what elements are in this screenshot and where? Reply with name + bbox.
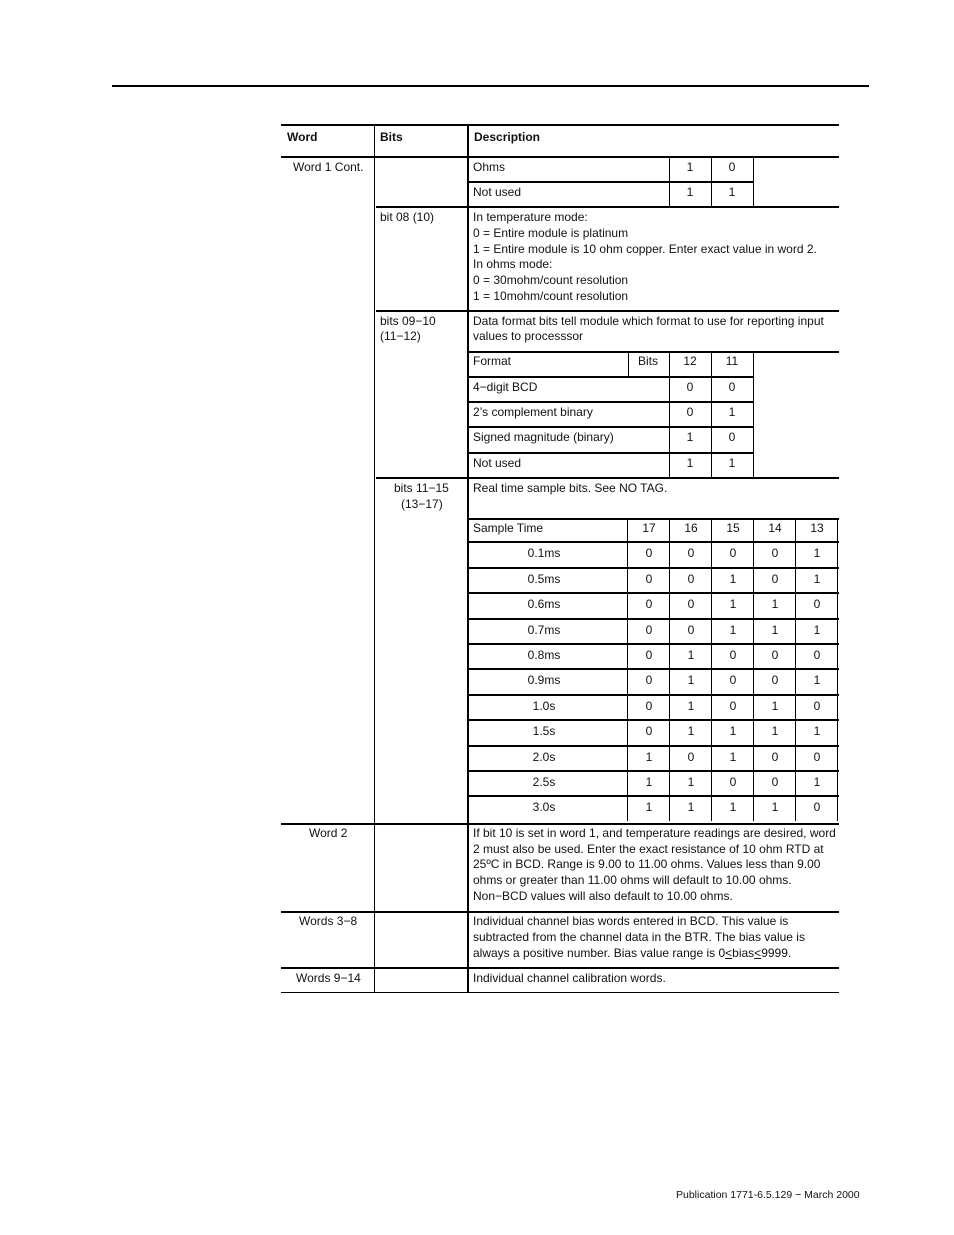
sample-col-divider (669, 519, 670, 821)
sample-row-bit: 1 (687, 775, 695, 789)
sample-row-divider (469, 592, 839, 594)
sample-row-bit: 0 (645, 572, 653, 586)
format-table-top-border (469, 351, 839, 353)
words914-label: Words 9−14 (296, 971, 361, 985)
sample-row-bit: 0 (813, 750, 821, 764)
sample-col-divider (711, 519, 712, 821)
sample-row-bit: 1 (645, 800, 653, 814)
sample-row-bit: 1 (813, 724, 821, 738)
bits1115-top-border (376, 477, 839, 479)
header-description: Description (474, 130, 541, 144)
format-header-bits: Bits (638, 354, 659, 368)
sample-row-time: 2.0s (532, 750, 556, 764)
column-divider-word-bits (374, 124, 375, 993)
sample-row-bit: 1 (729, 572, 737, 586)
sample-row-bit: 0 (771, 775, 779, 789)
sample-row-bit: 1 (813, 623, 821, 637)
sample-row-bit: 0 (729, 775, 737, 789)
sample-row-bit: 0 (645, 623, 653, 637)
sample-row-divider (469, 567, 839, 569)
sample-row-divider (469, 541, 839, 543)
sample-row-divider (469, 668, 839, 670)
sample-row-time: 3.0s (532, 800, 556, 814)
sample-row-bit: 0 (813, 699, 821, 713)
words38-line-1: Individual channel bias words entered in BCD. This value is (473, 914, 789, 928)
sample-row-bit: 1 (813, 572, 821, 586)
sample-row-bit: 0 (771, 546, 779, 560)
sample-col-divider (837, 519, 838, 821)
words38-line-3 (473, 946, 791, 962)
format-row-4-bit11: 1 (728, 456, 736, 470)
format-row-2-label: 2’s complement binary (473, 405, 593, 419)
sample-header-bit: 17 (642, 521, 656, 535)
sample-row-bit: 1 (729, 750, 737, 764)
sample-row-divider (469, 643, 839, 645)
sample-row-divider (469, 745, 839, 747)
bit08-bits: bit 08 (10) (380, 210, 435, 224)
table-bottom-border (281, 992, 839, 993)
words38-line3-start: always a positive number. Bias value range is 0 (473, 946, 726, 960)
bit08-top-border (376, 206, 839, 208)
header-bottom-border (281, 156, 839, 158)
sample-row-bit: 1 (729, 623, 737, 637)
format-row-4-bit12: 1 (686, 456, 694, 470)
word2-label: Word 2 (309, 826, 348, 840)
bit08-line-2: 0 = Entire module is platinum (473, 226, 629, 240)
words38-line3-end: 9999. (761, 946, 792, 960)
word2-line-1: If bit 10 is set in word 1, and temperature readings are desired, word (473, 826, 836, 840)
sample-row-bit: 1 (813, 775, 821, 789)
mode-row-ohms-bit-b: 0 (728, 160, 736, 174)
format-row-3-bit11: 0 (728, 430, 736, 444)
table-top-border (281, 124, 839, 126)
sample-row-time: 1.5s (532, 724, 556, 738)
sample-row-bit: 1 (771, 623, 779, 637)
sample-row-time: 0.6ms (527, 597, 561, 611)
word2-line-2: 2 must also be used. Enter the exact resistance of 10 ohm RTD at (473, 842, 824, 856)
mode-row-notused-bit-b: 1 (728, 185, 736, 199)
format-header-label: Format (473, 354, 512, 368)
format-row-2-bit12: 0 (686, 405, 694, 419)
format-row-1-label: 4−digit BCD (473, 380, 538, 394)
format-row-3-bit12: 1 (686, 430, 694, 444)
sample-row-bit: 0 (645, 546, 653, 560)
bits0910-bits-line1: bits 09−10 (380, 314, 436, 328)
word2-line-5: Non−BCD values will also default to 10.00 ohms. (473, 889, 733, 903)
sample-table-top-border (469, 518, 839, 520)
format-header-bit11: 11 (725, 354, 739, 368)
bits0910-desc-line2: values to processsor (473, 329, 584, 343)
bit08-line-5: 0 = 30mohm/count resolution (473, 273, 629, 287)
sample-row-bit: 0 (729, 648, 737, 662)
sample-row-bit: 0 (729, 699, 737, 713)
words38-top-border (281, 911, 839, 913)
sample-row-bit: 0 (771, 750, 779, 764)
sample-row-bit: 0 (687, 546, 695, 560)
mode-col-divider-2 (711, 157, 712, 206)
mode-row-notused-bit-a: 1 (686, 185, 694, 199)
format-row-1-bit12: 0 (686, 380, 694, 394)
top-rule (112, 85, 869, 87)
bit08-line-4: In ohms mode: (473, 257, 553, 271)
sample-row-bit: 0 (771, 673, 779, 687)
sample-header-bit: 14 (768, 521, 782, 535)
bits0910-bits-line2: (11−12) (380, 329, 421, 343)
sample-row-bit: 1 (771, 597, 779, 611)
sample-row-bit: 1 (771, 800, 779, 814)
sample-row-bit: 1 (729, 800, 737, 814)
bits1115-bits-line2: (13−17) (401, 497, 443, 511)
bits1115-desc: Real time sample bits. See NO TAG. (473, 481, 668, 495)
header-bits: Bits (380, 130, 403, 144)
mode-row-notused-label: Not used (473, 185, 522, 199)
sample-header-bit: 13 (810, 521, 824, 535)
words38-less-than-2: < (754, 946, 762, 960)
sample-row-time: 0.1ms (527, 546, 561, 560)
sample-row-bit: 0 (645, 673, 653, 687)
sample-row-bit: 0 (645, 724, 653, 738)
sample-row-time: 0.8ms (527, 648, 561, 662)
sample-row-divider (469, 694, 839, 696)
sample-row-time: 0.7ms (527, 623, 561, 637)
sample-row-bit: 0 (687, 597, 695, 611)
format-row-4-label: Not used (473, 456, 522, 470)
format-col-divider-1 (669, 352, 670, 477)
sample-row-bit: 1 (645, 775, 653, 789)
bits0910-top-border (376, 310, 839, 312)
sample-row-bit: 1 (771, 699, 779, 713)
bit08-line-6: 1 = 10mohm/count resolution (473, 289, 629, 303)
sample-row-bit: 1 (687, 673, 695, 687)
sample-row-bit: 0 (771, 572, 779, 586)
words38-less-than-1: < (725, 946, 733, 960)
sample-row-time: 0.9ms (527, 673, 561, 687)
word1-label: Word 1 Cont. (293, 160, 364, 174)
sample-row-bit: 0 (813, 597, 821, 611)
sample-row-bit: 1 (813, 673, 821, 687)
sample-row-divider (469, 719, 839, 721)
mode-col-divider-1 (669, 157, 670, 206)
sample-col-divider (795, 519, 796, 821)
mode-row-ohms-bit-a: 1 (686, 160, 694, 174)
format-col-divider-2 (711, 352, 712, 477)
sample-row-bit: 1 (729, 724, 737, 738)
sample-row-bit: 0 (687, 750, 695, 764)
bits1115-bits-line1: bits 11−15 (394, 481, 449, 495)
words914-desc: Individual channel calibration words. (473, 971, 666, 985)
format-col-divider-3 (753, 352, 754, 477)
words38-label: Words 3−8 (299, 914, 358, 928)
bit08-line-3: 1 = Entire module is 10 ohm copper. Enter exact value in word 2. (473, 242, 817, 256)
format-row-2-bit11: 1 (728, 405, 736, 419)
sample-row-divider (469, 618, 839, 620)
sample-row-bit: 0 (729, 673, 737, 687)
sample-row-bit: 1 (771, 724, 779, 738)
sample-row-bit: 1 (687, 724, 695, 738)
sample-row-bit: 1 (813, 546, 821, 560)
publication-footer: Publication 1771-6.5.129 − March 2000 (676, 1189, 860, 1201)
bit08-line-1: In temperature mode: (473, 210, 588, 224)
sample-row-bit: 0 (645, 699, 653, 713)
sample-header-label: Sample Time (473, 521, 544, 535)
sample-row-bit: 0 (729, 546, 737, 560)
sample-row-bit: 1 (645, 750, 653, 764)
bits0910-desc-line1: Data format bits tell module which format to use for reporting input (473, 314, 824, 328)
words914-top-border (281, 967, 839, 969)
sample-row-bit: 1 (687, 800, 695, 814)
sample-header-bit: 15 (726, 521, 740, 535)
sample-header-bit: 16 (684, 521, 698, 535)
format-header-divider (628, 352, 629, 376)
words38-line-2: subtracted from the channel data in the BTR. The bias value is (473, 930, 805, 944)
sample-row-divider (469, 770, 839, 772)
sample-row-bit: 1 (687, 699, 695, 713)
format-row-1-bit11: 0 (728, 380, 736, 394)
sample-row-bit: 0 (687, 623, 695, 637)
sample-col-divider (627, 519, 628, 821)
format-header-bit12: 12 (683, 354, 697, 368)
word2-top-border (281, 823, 839, 825)
format-row-3-label: Signed magnitude (binary) (473, 430, 614, 444)
mode-col-divider-3 (753, 157, 754, 206)
sample-row-bit: 0 (645, 597, 653, 611)
word2-line-3: 25ºC in BCD. Range is 9.00 to 11.00 ohms. Values less than 9.00 (473, 857, 821, 871)
sample-row-bit: 0 (771, 648, 779, 662)
sample-row-time: 0.5ms (527, 572, 561, 586)
mode-row-ohms-label: Ohms (473, 160, 506, 174)
word2-line-4: ohms or greater than 11.00 ohms will default to 10.00 ohms. (473, 873, 792, 887)
sample-row-time: 1.0s (532, 699, 556, 713)
header-word: Word (287, 130, 318, 144)
sample-row-bit: 0 (645, 648, 653, 662)
sample-row-bit: 1 (729, 597, 737, 611)
sample-row-time: 2.5s (532, 775, 556, 789)
sample-row-bit: 0 (687, 572, 695, 586)
sample-row-divider (469, 795, 839, 797)
sample-col-divider (753, 519, 754, 821)
sample-row-bit: 0 (813, 648, 821, 662)
words38-line3-mid: bias (732, 946, 755, 960)
sample-row-bit: 1 (687, 648, 695, 662)
sample-row-bit: 0 (813, 800, 821, 814)
